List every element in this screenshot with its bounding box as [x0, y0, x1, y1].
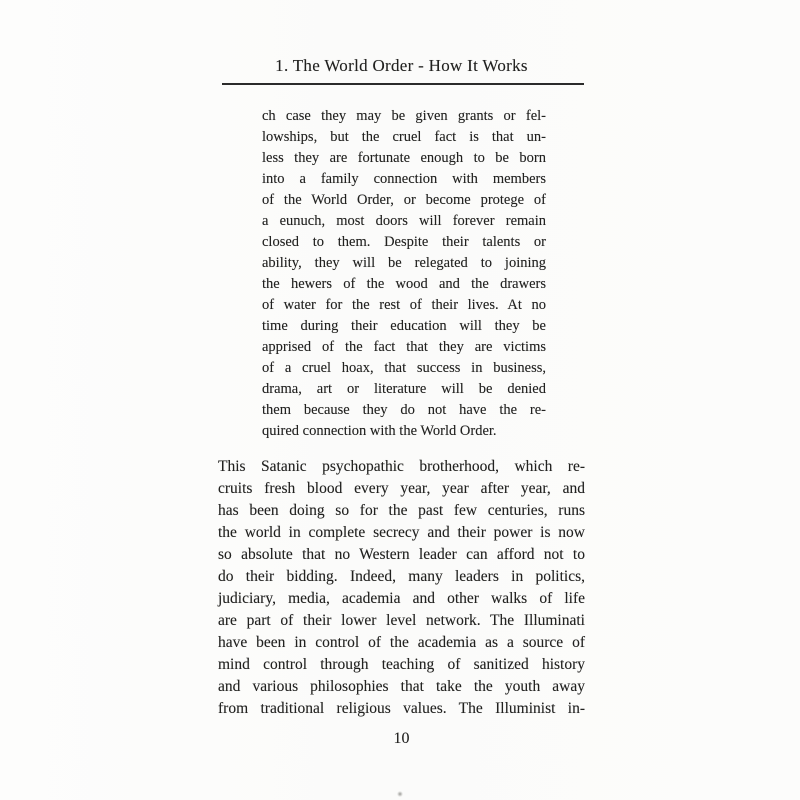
- body-line: and various philosophies that take the youth away: [218, 678, 585, 695]
- header-rule: [222, 83, 584, 85]
- running-header: 1. The World Order - How It Works: [275, 56, 528, 75]
- body-line: the world in complete secrecy and their power is now: [218, 524, 585, 541]
- body-line: do their bidding. Indeed, many leaders in politics,: [218, 568, 585, 585]
- body-line: cruits fresh blood every year, year after year, and: [218, 480, 585, 497]
- quote-line: ch case they may be given grants or fel-: [262, 108, 546, 124]
- quote-line: of water for the rest of their lives. At no: [262, 297, 546, 313]
- quote-line: less they are fortunate enough to be born: [262, 150, 546, 166]
- quote-line: drama, art or literature will be denied: [262, 381, 546, 397]
- quote-line: of the World Order, or become protege of: [262, 192, 546, 208]
- quote-line: a eunuch, most doors will forever remain: [262, 213, 546, 229]
- body-line: have been in control of the academia as a source of: [218, 634, 585, 651]
- quote-line: into a family connection with members: [262, 171, 546, 187]
- body-paragraph: [218, 456, 585, 720]
- quote-line: ability, they will be relegated to joining: [262, 255, 546, 271]
- quote-line: quired connection with the World Order.: [262, 423, 497, 439]
- body-line: are part of their lower level network. The Illuminati: [218, 612, 585, 629]
- body-line: This Satanic psychopathic brotherhood, which re-: [218, 458, 585, 475]
- body-line: from traditional religious values. The Illuminist in-: [218, 700, 585, 717]
- quote-line: of a cruel hoax, that success in business,: [262, 360, 546, 376]
- quote-line: them because they do not have the re-: [262, 402, 546, 418]
- body-line: so absolute that no Western leader can afford not to: [218, 546, 585, 563]
- block-quote: [262, 106, 546, 442]
- quote-line: apprised of the fact that they are victims: [262, 339, 546, 355]
- quote-line: time during their education will they be: [262, 318, 546, 334]
- body-line: mind control through teaching of sanitized history: [218, 656, 585, 673]
- quote-line: lowships, but the cruel fact is that un-: [262, 129, 546, 145]
- body-line: has been doing so for the past few centuries, runs: [218, 502, 585, 519]
- page-number: 10: [393, 730, 410, 747]
- quote-line: closed to them. Despite their talents or: [262, 234, 546, 250]
- scan-artifact: [397, 791, 403, 797]
- text-column: [218, 0, 585, 800]
- body-line: judiciary, media, academia and other walks of life: [218, 590, 585, 607]
- quote-line: the hewers of the wood and the drawers: [262, 276, 546, 292]
